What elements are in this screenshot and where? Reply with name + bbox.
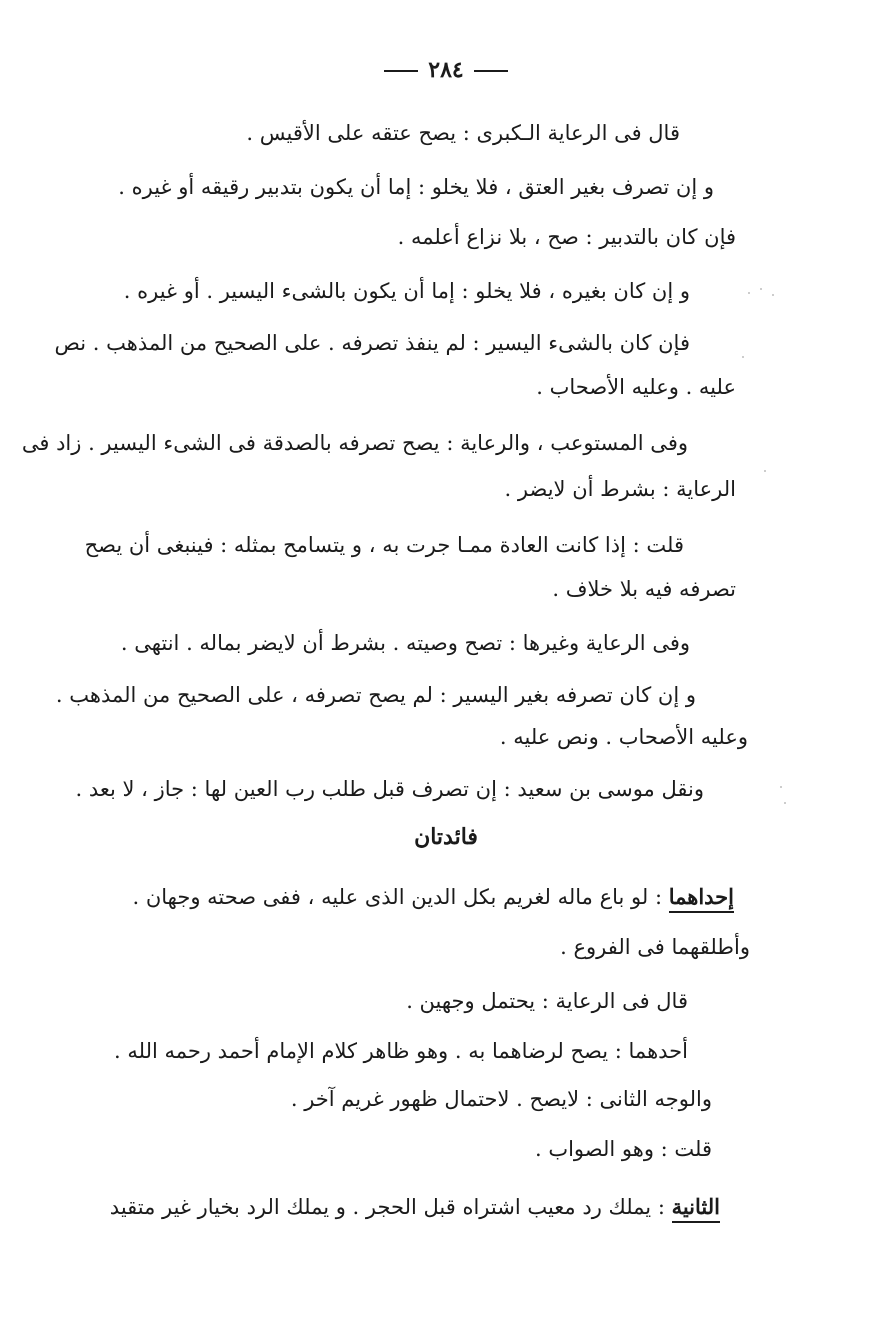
text-line: قلت : وهو الصواب . — [534, 1137, 712, 1161]
text-line: و إن تصرف بغير العتق ، فلا يخلو : إما أن يكون بتدبير رقيقه أو غيره . — [118, 175, 714, 199]
paper-speck — [772, 294, 774, 296]
second-benefit-text: : يملك رد معيب اشتراه قبل الحجر . و يملك الرد بخيار غير متقيد — [109, 1195, 672, 1219]
text-line: وأطلقهما فى الفروع . — [560, 935, 750, 959]
second-benefit-label: الثانية — [672, 1194, 720, 1223]
page-number-text: ٢٨٤ — [428, 57, 464, 83]
text-line: ونقل موسى بن سعيد : إن تصرف قبل طلب رب العين لها : جاز ، لا بعد . — [75, 777, 704, 801]
text-line: فإن كان بالتدبير : صح ، بلا نزاع أعلمه . — [397, 225, 736, 249]
text-line: تصرفه فيه بلا خلاف . — [552, 577, 736, 601]
paper-speck — [764, 470, 766, 472]
page-number-dash-right — [474, 70, 508, 72]
text-line: وفى الرعاية وغيرها : تصح وصيته . بشرط أن لايضر بماله . انتهى . — [120, 631, 690, 655]
paper-speck — [760, 288, 762, 290]
section-heading: فائدتان — [414, 824, 478, 850]
page-number — [0, 55, 892, 85]
first-benefit-text: : لو باع ماله لغريم بكل الدين الذى عليه ، ففى صحته وجهان . — [132, 885, 669, 909]
paper-speck — [784, 802, 786, 804]
text-line: و إن كان بغيره ، فلا يخلو : إما أن يكون بالشىء اليسير . أو غيره . — [123, 279, 690, 303]
text-line: عليه . وعليه الأصحاب . — [536, 375, 736, 399]
text-line: الرعاية : بشرط أن لايضر . — [504, 477, 736, 501]
text-line: قال فى الرعاية : يحتمل وجهين . — [406, 989, 688, 1013]
text-line-first-benefit — [132, 882, 734, 912]
text-line: والوجه الثانى : لايصح . لاحتمال ظهور غريم آخر . — [290, 1087, 712, 1111]
text-line-second-benefit — [110, 1192, 720, 1222]
first-benefit-label: إحداهما — [669, 884, 734, 913]
text-line: قلت : إذا كانت العادة ممـا جرت به ، و يتسامح بمثله : فينبغى أن يصح — [84, 533, 684, 557]
paper-speck — [748, 292, 750, 294]
text-line: قال فى الرعاية الـكبرى : يصح عتقه على الأقيس . — [246, 121, 680, 145]
paper-speck — [780, 786, 782, 788]
text-line: وفى المستوعب ، والرعاية : يصح تصرفه بالصدقة فى الشىء اليسير . زاد فى — [21, 431, 688, 455]
text-line: فإن كان بالشىء اليسير : لم ينفذ تصرفه . على الصحيح من المذهب . نص — [54, 331, 690, 355]
paper-speck — [742, 356, 744, 358]
page-number-dash-left — [384, 70, 418, 72]
text-line: و إن كان تصرفه بغير اليسير : لم يصح تصرفه ، على الصحيح من المذهب . — [55, 683, 696, 707]
text-line: أحدهما : يصح لرضاهما به . وهو ظاهر كلام الإمام أحمد رحمه الله . — [114, 1039, 688, 1063]
text-line: وعليه الأصحاب . ونص عليه . — [499, 725, 748, 749]
